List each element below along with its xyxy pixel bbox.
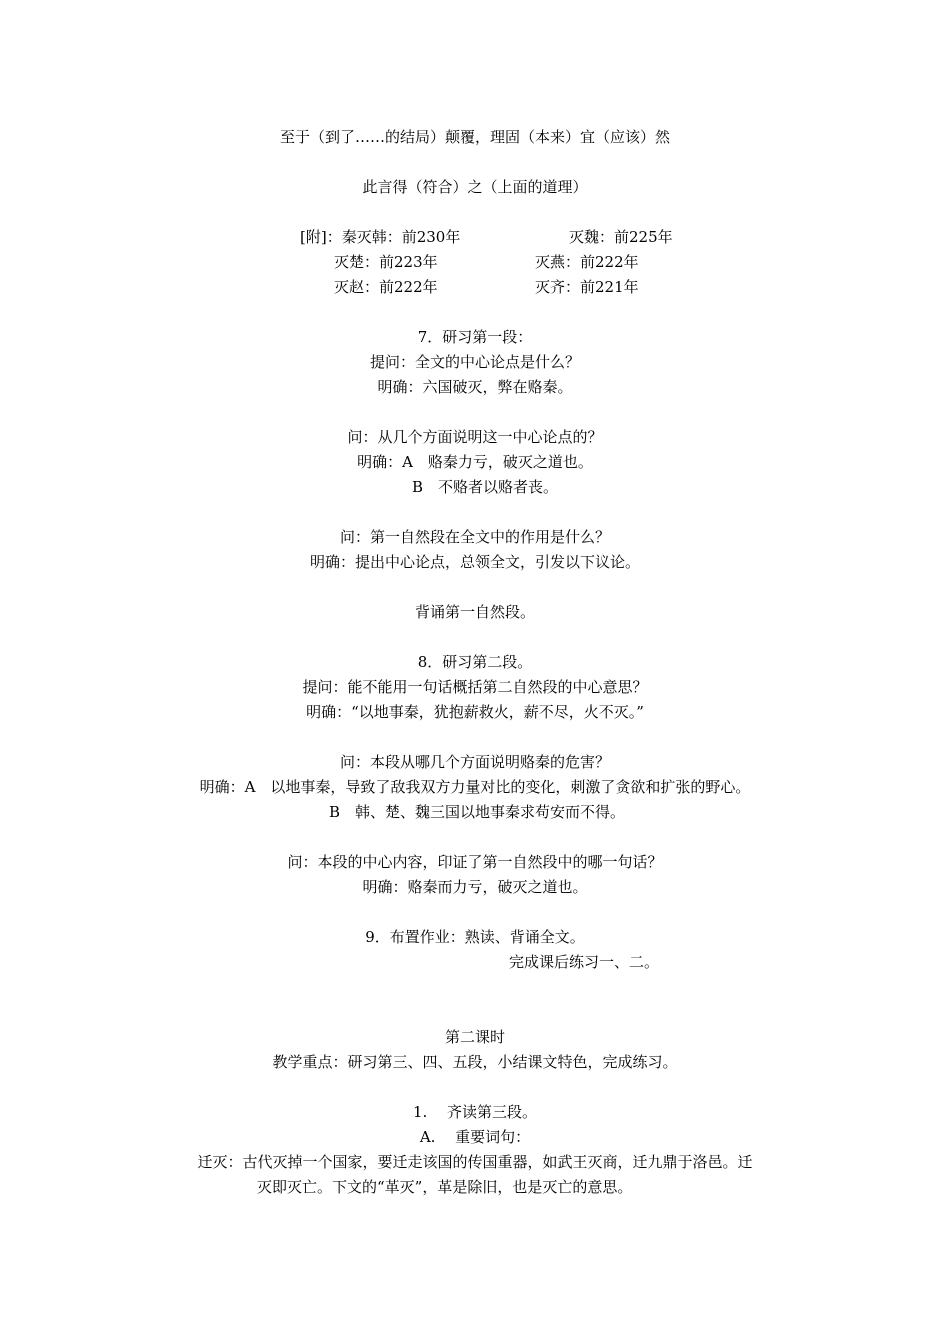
answer-line: 明确：提出中心论点，总领全文，引发以下议论。 [309, 553, 640, 571]
question-line: 问：本段的中心内容，印证了第一自然段中的哪一句话？ [287, 853, 663, 871]
question-line: 问：从几个方面说明这一中心论点的？ [347, 428, 603, 446]
subsection-heading: A. 重要词句： [419, 1128, 531, 1146]
text-line: 背诵第一自然段。 [414, 603, 535, 621]
answer-line: 明确：A 以地事秦，导致了敌我双方力量对比的变化，刺激了贪欲和扩张的野心。 [199, 778, 751, 796]
text-line: 完成课后练习一、二。 [509, 953, 660, 971]
appendix-wei: 灭魏：前225年 [569, 228, 673, 246]
answer-line: B 韩、楚、魏三国以地事秦求苟安而不得。 [329, 803, 626, 821]
answer-line: B 不赂者以赂者丧。 [412, 478, 559, 496]
section-heading: 7．研习第一段： [417, 328, 533, 346]
appendix-qi: 灭齐：前221年 [535, 278, 639, 296]
question-line: 问：本段从哪几个方面说明赂秦的危害？ [339, 753, 610, 771]
section-heading: 9．布置作业：熟读、背诵全文。 [365, 928, 585, 946]
question-line: 提问：全文的中心论点是什么？ [369, 353, 580, 371]
lesson-title: 第二课时 [444, 1028, 505, 1046]
text-line: 教学重点：研习第三、四、五段，小结课文特色，完成练习。 [272, 1053, 678, 1071]
section-heading: 1. 齐读第三段。 [412, 1103, 538, 1121]
text-line: 此言得（符合）之（上面的道理） [362, 178, 588, 196]
appendix-chu: 灭楚：前223年 [334, 253, 438, 271]
answer-line: 明确：A 赂秦力亏，破灭之道也。 [357, 453, 593, 471]
answer-line: 明确：赂秦而力亏，破灭之道也。 [362, 878, 588, 896]
appendix-qin-han: [附]：秦灭韩：前230年 [300, 228, 461, 246]
paragraph-line: 迁灭：古代灭掉一个国家，要迁走该国的传国重器，如武王灭商，迁九鼎于洛邑。迁 [197, 1153, 753, 1171]
answer-line: 明确：“以地事秦，犹抱薪救火，薪不尽，火不灭。” [306, 703, 644, 721]
text-line: 至于（到了……的结局）颠覆，理固（本来）宜（应该）然 [279, 128, 670, 146]
answer-line: 明确：六国破灭，弊在赂秦。 [377, 378, 573, 396]
section-heading: 8．研习第二段。 [417, 653, 533, 671]
appendix-yan: 灭燕：前222年 [535, 253, 639, 271]
paragraph-line: 灭即灭亡。下文的“革灭”，革是除旧，也是灭亡的意思。 [257, 1178, 633, 1196]
question-line: 提问：能不能用一句话概括第二自然段的中心意思？ [302, 678, 648, 696]
question-line: 问：第一自然段在全文中的作用是什么？ [339, 528, 610, 546]
appendix-zhao: 灭赵：前222年 [334, 278, 438, 296]
